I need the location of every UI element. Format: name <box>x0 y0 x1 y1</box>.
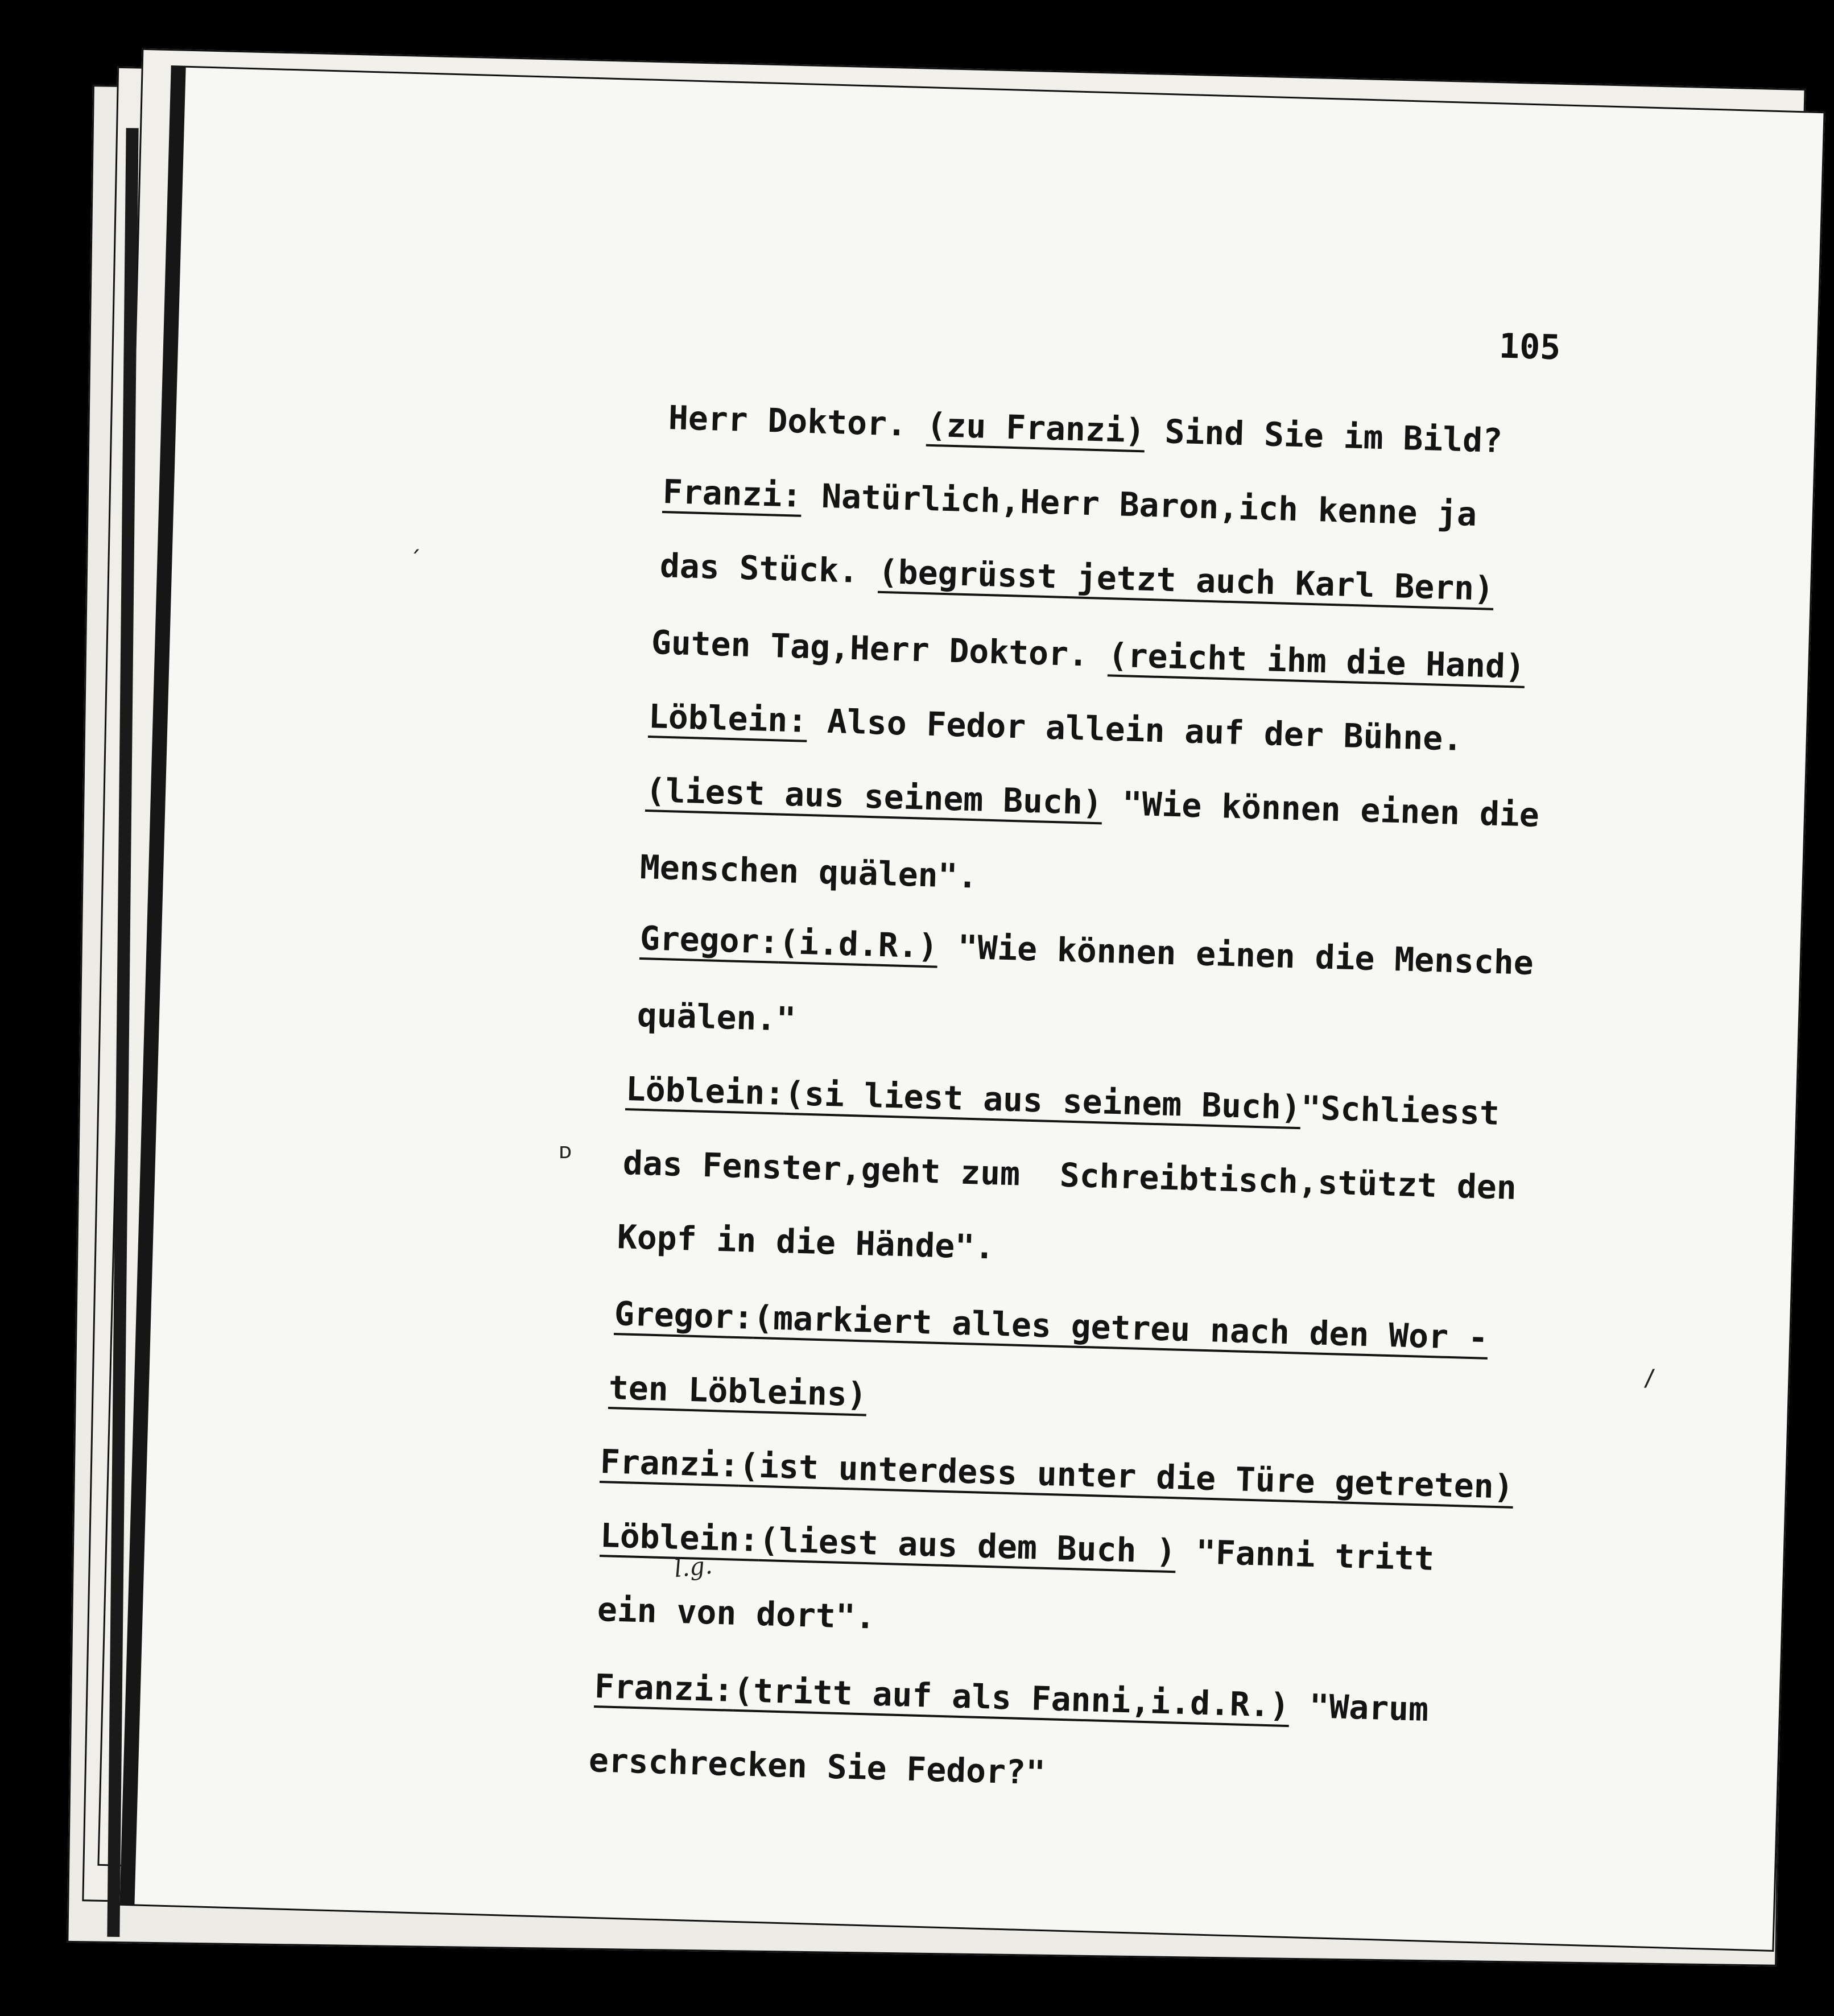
script-line <box>659 546 1494 608</box>
dialogue-text: Herr Doktor. <box>668 398 927 444</box>
stage-direction: (liest aus dem Buch ) <box>758 1520 1177 1571</box>
stage-direction: (begrüsst jetzt auch Karl Bern) <box>878 552 1494 608</box>
stage-direction: ten Löbleins) <box>608 1368 868 1414</box>
dialogue-text: "Wie können einen die <box>1101 783 1540 835</box>
script-line <box>648 697 1463 758</box>
script-line <box>600 1516 1435 1578</box>
speaker-name: Löblein: <box>600 1516 760 1559</box>
script-line <box>637 995 796 1039</box>
script-line <box>639 848 978 896</box>
dialogue-text: Menschen quälen". <box>639 848 978 896</box>
speaker-name: Franzi: <box>594 1667 734 1709</box>
page-number: 105 <box>1498 326 1562 368</box>
dialogue-text: ein von dort". <box>597 1590 876 1637</box>
stage-direction: (tritt auf als Fanni,i.d.R.) <box>733 1670 1290 1725</box>
script-line <box>617 1217 995 1266</box>
speaker-name: Löblein: <box>625 1069 786 1113</box>
speaker-name: Franzi: <box>600 1442 740 1485</box>
script-line <box>639 919 1534 982</box>
stage-direction: (i.d.R.) <box>778 922 939 966</box>
speaker-name: Franzi: <box>662 472 803 515</box>
dialogue-text: Kopf in die Hände". <box>617 1217 996 1267</box>
dialogue-text: das Fenster,geht zum Schreibtisch,stützt den <box>622 1143 1517 1207</box>
script-line <box>608 1368 868 1414</box>
script-line <box>625 1069 1500 1133</box>
margin-speck: ´ <box>408 547 423 573</box>
stage-direction: (reicht ihm die Hand) <box>1107 635 1526 686</box>
dialogue-text: Guten Tag,Herr Doktor. <box>651 623 1109 675</box>
speaker-name: Gregor: <box>614 1294 754 1337</box>
script-line <box>645 771 1540 835</box>
stage-direction: (liest aus seinem Buch) <box>645 771 1103 823</box>
dialogue-text: quälen." <box>637 995 797 1039</box>
stage-direction: (ist unterdess unter die Türe getreten) <box>738 1445 1514 1506</box>
dialogue-text: Also Fedor allein auf der Bühne. <box>807 701 1464 758</box>
script-line <box>588 1741 1046 1792</box>
script-line <box>594 1667 1429 1729</box>
dialogue-text: das Stück. <box>659 546 879 591</box>
script-line <box>651 623 1526 686</box>
margin-speck: / <box>1643 1365 1657 1391</box>
dialogue-text: erschrecken Sie Fedor?" <box>588 1741 1046 1792</box>
stage-direction: (si liest aus seinem Buch) <box>784 1073 1302 1127</box>
script-line <box>600 1442 1514 1506</box>
speaker-name: Gregor: <box>639 919 780 961</box>
script-line <box>662 472 1477 534</box>
dialogue-text: Sind Sie im Bild? <box>1144 411 1503 460</box>
dialogue-text: "Schliesst <box>1300 1088 1500 1133</box>
script-line <box>597 1590 876 1637</box>
margin-speck: ᴅ <box>559 1138 573 1164</box>
dialogue-text: "Warum <box>1288 1686 1429 1729</box>
stage-direction: (zu Franzi) <box>926 405 1146 451</box>
script-line <box>614 1294 1489 1357</box>
dialogue-text: Natürlich,Herr Baron,ich kenne ja <box>801 476 1478 534</box>
script-line <box>622 1143 1517 1207</box>
dialogue-text: "Wie können einen die Mensche <box>937 927 1534 982</box>
dialogue-text: "Fanni tritt <box>1175 1532 1435 1578</box>
speaker-name: Löblein: <box>648 697 808 740</box>
stage-direction: (markiert alles getreu nach den Wor - <box>753 1298 1489 1357</box>
script-line <box>668 398 1503 460</box>
handwritten-insert: l.g. <box>672 1551 714 1583</box>
